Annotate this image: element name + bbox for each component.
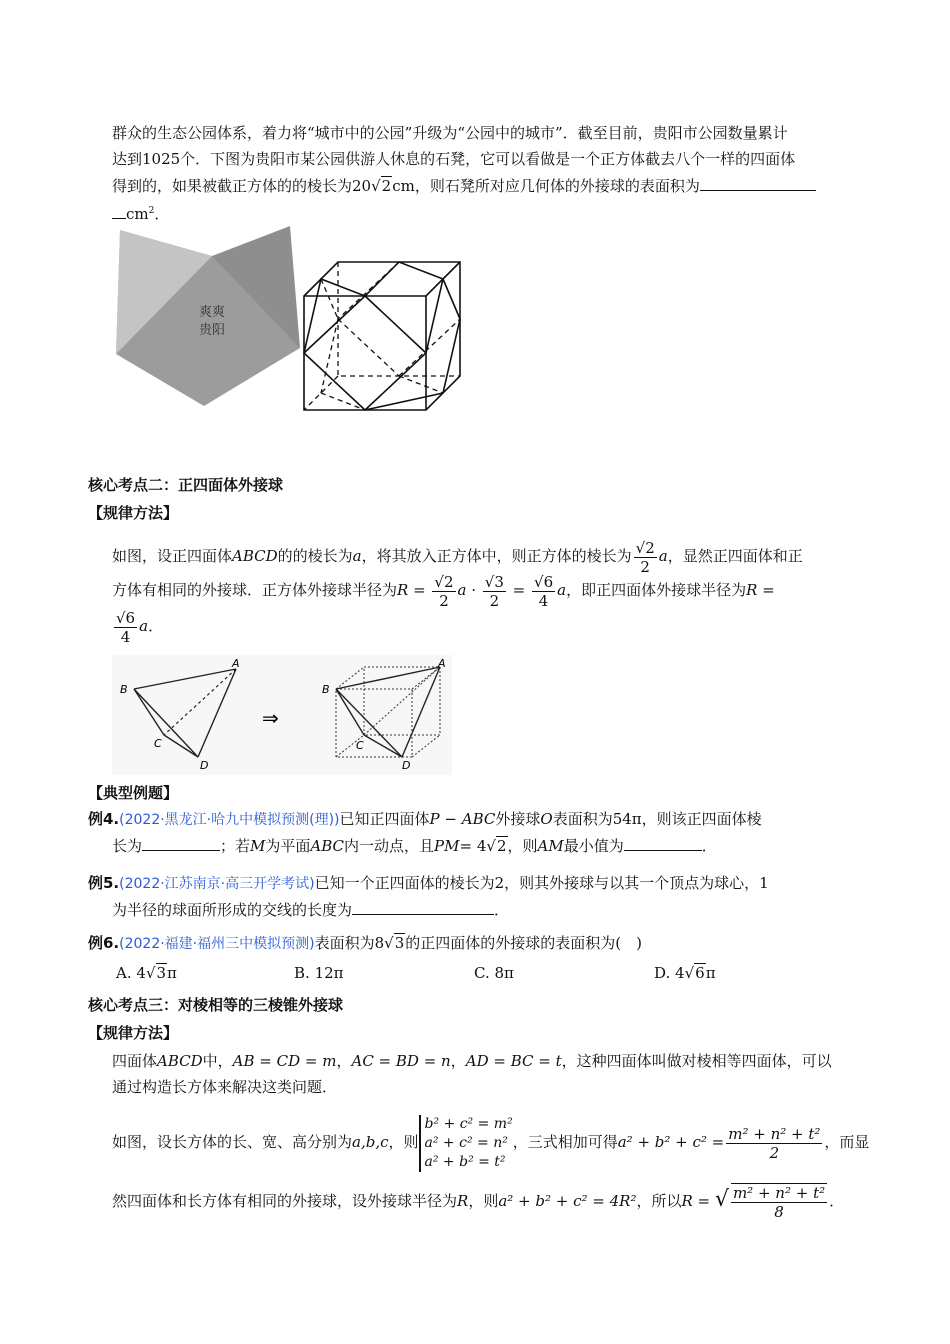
ex6-sqrt-3: 3 bbox=[394, 934, 405, 952]
label-D: D bbox=[200, 759, 209, 772]
option-sqrt: 6 bbox=[695, 964, 705, 982]
ex4-l2g: 最小值为 bbox=[563, 837, 624, 855]
section3-line-2: 通过构造长方体来解决这类问题． bbox=[112, 1078, 338, 1096]
frac-den: 2 bbox=[489, 591, 500, 610]
option-post: π bbox=[167, 964, 177, 982]
ex4-var-am: AM bbox=[537, 837, 564, 855]
section2-line-2: 方体有相同的外接球．正方体外接球半径为R = $\frac{√2}{2}$ a · $\frac{√3}{2}$ = $\frac{√6}{4}$ a，即正四面体外接球半径为R = bbox=[112, 572, 775, 610]
examples-label: 【典型例题】 bbox=[88, 784, 179, 802]
frac-den: 2 bbox=[769, 1143, 780, 1162]
sqrt-symbol: √ bbox=[371, 177, 381, 195]
example-4-line-2 bbox=[112, 834, 717, 857]
frac-sqrt-over-8 bbox=[731, 1183, 827, 1221]
option-letter: D. bbox=[654, 964, 671, 982]
frac-sum-over-2 bbox=[726, 1125, 822, 1162]
frac-den: 2 bbox=[640, 557, 650, 576]
intro-sqrt-2: 2 bbox=[381, 177, 392, 195]
intro-line-4 bbox=[112, 200, 169, 225]
s3-var-R: R bbox=[457, 1192, 469, 1210]
sys-eq-2: a² + c² = n² bbox=[424, 1134, 508, 1151]
label-D2: D bbox=[402, 759, 411, 772]
label-B: B bbox=[120, 683, 128, 696]
ex6-option-b[interactable] bbox=[294, 962, 344, 984]
cut-edge-2 bbox=[304, 296, 365, 353]
ex4-text-a: 已知正四面体 bbox=[339, 810, 430, 828]
ex6-number: 例6. bbox=[88, 934, 120, 952]
ex4-sqrt-2: 2 bbox=[496, 837, 507, 855]
sys-eq-1: b² + c² = m² bbox=[424, 1115, 513, 1132]
ex6-option-d[interactable] bbox=[654, 962, 716, 984]
truncated-cube-figure bbox=[300, 258, 464, 414]
ex5-line2: 为半径的球面所形成的交线的长度为 bbox=[112, 901, 353, 919]
frac-den: 4 bbox=[120, 627, 131, 646]
ex4-blank-2[interactable] bbox=[624, 834, 702, 851]
intro-line-1: 群众的生态公园体系，着力将“城市中的公园”升级为“公园中的城市”．截至目前，贵阳市公园数量累计 bbox=[112, 124, 788, 142]
section3-line-3 bbox=[112, 1112, 869, 1172]
option-letter: A. bbox=[116, 964, 132, 982]
unit-sup: 2 bbox=[148, 206, 155, 216]
ex4-source[interactable]: (2022·黑龙江·哈九中模拟预测(理)) bbox=[119, 812, 340, 828]
stone-bench-image bbox=[112, 226, 302, 408]
watermark-line-2: 贵阳 bbox=[198, 323, 226, 338]
section2-line-3 bbox=[112, 606, 163, 646]
section2-heading: 核心考点二：正四面体外接球 bbox=[88, 476, 284, 494]
frac-num: √2 bbox=[635, 538, 655, 557]
option-letter: C. bbox=[474, 964, 490, 982]
ex4-var-pm: PM bbox=[434, 837, 460, 855]
option-post: π bbox=[705, 964, 716, 982]
s3-end: ． bbox=[829, 1192, 845, 1210]
s2-p2b: ，即正四面体外接球半径为 bbox=[566, 581, 747, 599]
frac-sqrt3-over-2 bbox=[483, 573, 506, 610]
hidden-cut-6 bbox=[338, 262, 399, 319]
label-B2: B bbox=[322, 683, 330, 696]
s2-var-a4: a bbox=[557, 581, 567, 599]
ex4-l2b: ；若 bbox=[220, 837, 251, 855]
intro-line-3a: 得到的，如果被截正方体的的棱长为20 bbox=[112, 177, 372, 195]
s2-var-R1: R bbox=[397, 581, 409, 599]
hidden-cut-3 bbox=[321, 393, 365, 410]
section3-line-1: 四面体ABCD中，AB = CD = m，AC = BD = n，AD = BC = t，这种四面体叫做对棱相等四面体，可以 bbox=[112, 1052, 832, 1070]
label-A2: A bbox=[438, 657, 446, 670]
ex4-l2d: 内一动点，且 bbox=[344, 837, 435, 855]
option-letter: B. bbox=[294, 964, 310, 982]
tetrahedron-to-cube-figure bbox=[112, 655, 452, 775]
unit-cm: cm bbox=[126, 205, 149, 223]
ex4-blank-1[interactable] bbox=[142, 834, 220, 851]
s3-p4b: ，则 bbox=[468, 1192, 499, 1210]
ex4-l2a: 长为 bbox=[112, 837, 143, 855]
section3-line-4 bbox=[112, 1178, 844, 1222]
frac-sqrt2-over-2b bbox=[432, 573, 455, 610]
s3-eq1: AB = CD = m bbox=[232, 1052, 337, 1070]
ex4-number: 例4. bbox=[88, 810, 120, 828]
intro-line-2: 达到1025个．下图为贵阳市某公园供游人休息的石凳，它可以看做是一个正方体截去八个一样的四面体 bbox=[112, 150, 796, 168]
section3-method-label: 【规律方法】 bbox=[88, 1024, 179, 1042]
s3-var-abcd: ABCD bbox=[157, 1052, 203, 1070]
cut-edge-1 bbox=[365, 296, 426, 353]
example-6-line-1 bbox=[88, 932, 642, 955]
answer-blank-1[interactable] bbox=[700, 174, 816, 191]
example-5-line-1 bbox=[88, 872, 769, 895]
ex4-l2c: 为平面 bbox=[265, 837, 311, 855]
frac-sqrt6-over-4b bbox=[114, 609, 137, 646]
s2-period: ． bbox=[148, 617, 164, 635]
ex5-text: 已知一个正四面体的棱长为2，则其外接球与以其一个顶点为球心，1 bbox=[314, 874, 769, 892]
s3-eq3: AD = BC = t bbox=[465, 1052, 562, 1070]
label-A: A bbox=[232, 657, 240, 670]
label-C2: C bbox=[356, 739, 364, 752]
ex6-text-b: 的正四面体的外接球的表面积为( ) bbox=[405, 934, 642, 952]
s2-var-a3: a bbox=[457, 581, 467, 599]
s3-p3c: ，三式相加可得 bbox=[512, 1133, 618, 1151]
cut-polygon bbox=[304, 262, 443, 410]
frac-num: √6 bbox=[116, 608, 136, 627]
s3-p1b: 中， bbox=[202, 1052, 233, 1070]
watermark-line-1: 爽爽 bbox=[198, 305, 226, 320]
ex4-period: ． bbox=[701, 837, 717, 855]
ex5-period: ． bbox=[494, 901, 510, 919]
s3-res: R = bbox=[681, 1192, 711, 1210]
option-sqrt: 3 bbox=[156, 964, 167, 982]
hidden-cut-4 bbox=[338, 319, 399, 376]
s2-p1c: ，将其放入正方体中，则正方体的棱长为 bbox=[361, 547, 632, 565]
equation-system bbox=[419, 1115, 513, 1172]
s3-p1c: ，这种四面体叫做对棱相等四面体，可以 bbox=[561, 1052, 832, 1070]
ex4-var-abc: ABC bbox=[310, 837, 345, 855]
intro-line-3b: cm，则石凳所对应几何体的外接球的表面积为 bbox=[392, 177, 700, 195]
cube-outline bbox=[304, 262, 460, 410]
example-5-line-2 bbox=[112, 898, 509, 921]
ex6-option-a[interactable] bbox=[116, 962, 177, 984]
section2-method-label: 【规律方法】 bbox=[88, 504, 179, 522]
s2-p1b: 的的棱长为 bbox=[277, 547, 353, 565]
example-4-line-1 bbox=[88, 808, 762, 831]
ex5-number: 例5. bbox=[88, 874, 120, 892]
label-C: C bbox=[154, 737, 162, 750]
s3-p4c: ，所以 bbox=[636, 1192, 682, 1210]
cut-edge-5 bbox=[443, 319, 460, 393]
s3-p3d: ，而显 bbox=[824, 1133, 870, 1151]
s3-p3b: ，则 bbox=[388, 1133, 419, 1151]
sqrt-symbol: √ bbox=[145, 964, 156, 982]
option-pre: 4 bbox=[675, 964, 685, 982]
sqrt-symbol: √ bbox=[486, 837, 496, 855]
frac-den: 4 bbox=[538, 591, 549, 610]
s2-p1a: 如图，设正四面体 bbox=[112, 547, 233, 565]
frac-num: m² + n² + t² bbox=[732, 1184, 826, 1202]
ex4-var-pabc: P − ABC bbox=[429, 810, 496, 828]
sqrt-symbol: √ bbox=[384, 934, 394, 952]
section3-heading: 核心考点三：对棱相等的三棱锥外接球 bbox=[88, 996, 344, 1014]
s2-p2a: 方体有相同的外接球．正方体外接球半径为 bbox=[112, 581, 398, 599]
intro-period: ． bbox=[154, 205, 170, 223]
frac-num: m² + n² + t² bbox=[728, 1124, 821, 1143]
frac-num: √6 bbox=[534, 572, 554, 591]
ex6-text-a: 表面积为8 bbox=[314, 934, 385, 952]
s3-p4a: 然四面体和长方体有相同的外接球，设外接球半径为 bbox=[112, 1192, 458, 1210]
option-pre: 8π bbox=[494, 964, 514, 982]
option-pre: 4 bbox=[136, 964, 146, 982]
answer-blank-1-cont[interactable] bbox=[112, 202, 126, 219]
ex5-source[interactable]: (2022·江苏南京·高三开学考试) bbox=[119, 876, 315, 892]
s2-var-R2: R bbox=[746, 581, 758, 599]
s3-p1a: 四面体 bbox=[112, 1052, 158, 1070]
s2-p1d: ，显然正四面体和正 bbox=[667, 547, 803, 565]
s3-eq2: AC = BD = n bbox=[351, 1052, 451, 1070]
ex6-source[interactable]: (2022·福建·福州三中模拟预测) bbox=[119, 936, 315, 952]
cut-edge-3 bbox=[365, 393, 443, 410]
frac-num: √3 bbox=[484, 572, 504, 591]
sqrt-symbol: √ bbox=[684, 964, 695, 982]
s3-p3a: 如图，设长方体的长、宽、高分别为 bbox=[112, 1133, 353, 1151]
s3-eq-4R2: a² + b² + c² = 4R² bbox=[498, 1192, 637, 1210]
s3-sum: a² + b² + c² = bbox=[617, 1133, 725, 1151]
frac-den: 2 bbox=[439, 591, 449, 610]
cut-edge-4 bbox=[443, 279, 460, 319]
intro-line-3 bbox=[112, 174, 816, 197]
ex4-text-b: 外接球 bbox=[495, 810, 541, 828]
sqrt-symbol-large: √ bbox=[714, 1187, 729, 1212]
s2-var-a1: a bbox=[352, 547, 362, 565]
s3-vars-abc: a,b,c bbox=[352, 1133, 389, 1151]
ex6-option-c[interactable] bbox=[474, 962, 514, 984]
ex4-var-m: M bbox=[250, 837, 266, 855]
ex4-l2f: ，则 bbox=[507, 837, 538, 855]
arrow-implies: ⇒ bbox=[262, 706, 279, 730]
frac-den: 8 bbox=[774, 1203, 784, 1221]
ex5-blank[interactable] bbox=[352, 898, 494, 915]
hidden-cut-5 bbox=[399, 376, 443, 393]
hidden-cut-7 bbox=[399, 319, 460, 376]
sys-eq-3: a² + b² = t² bbox=[424, 1153, 506, 1170]
frac-sqrt6-over-4 bbox=[532, 573, 555, 610]
s2-var-a2: a bbox=[658, 547, 668, 565]
option-pre: 12π bbox=[314, 964, 344, 982]
frac-num: √2 bbox=[434, 572, 454, 591]
s2-var-abcd: ABCD bbox=[232, 547, 278, 565]
ex4-l2e: = 4 bbox=[459, 837, 487, 855]
ex4-var-o: O bbox=[540, 810, 553, 828]
s2-var-a5: a bbox=[139, 617, 149, 635]
ex4-text-c: 表面积为54π，则该正四面体棱 bbox=[552, 810, 762, 828]
